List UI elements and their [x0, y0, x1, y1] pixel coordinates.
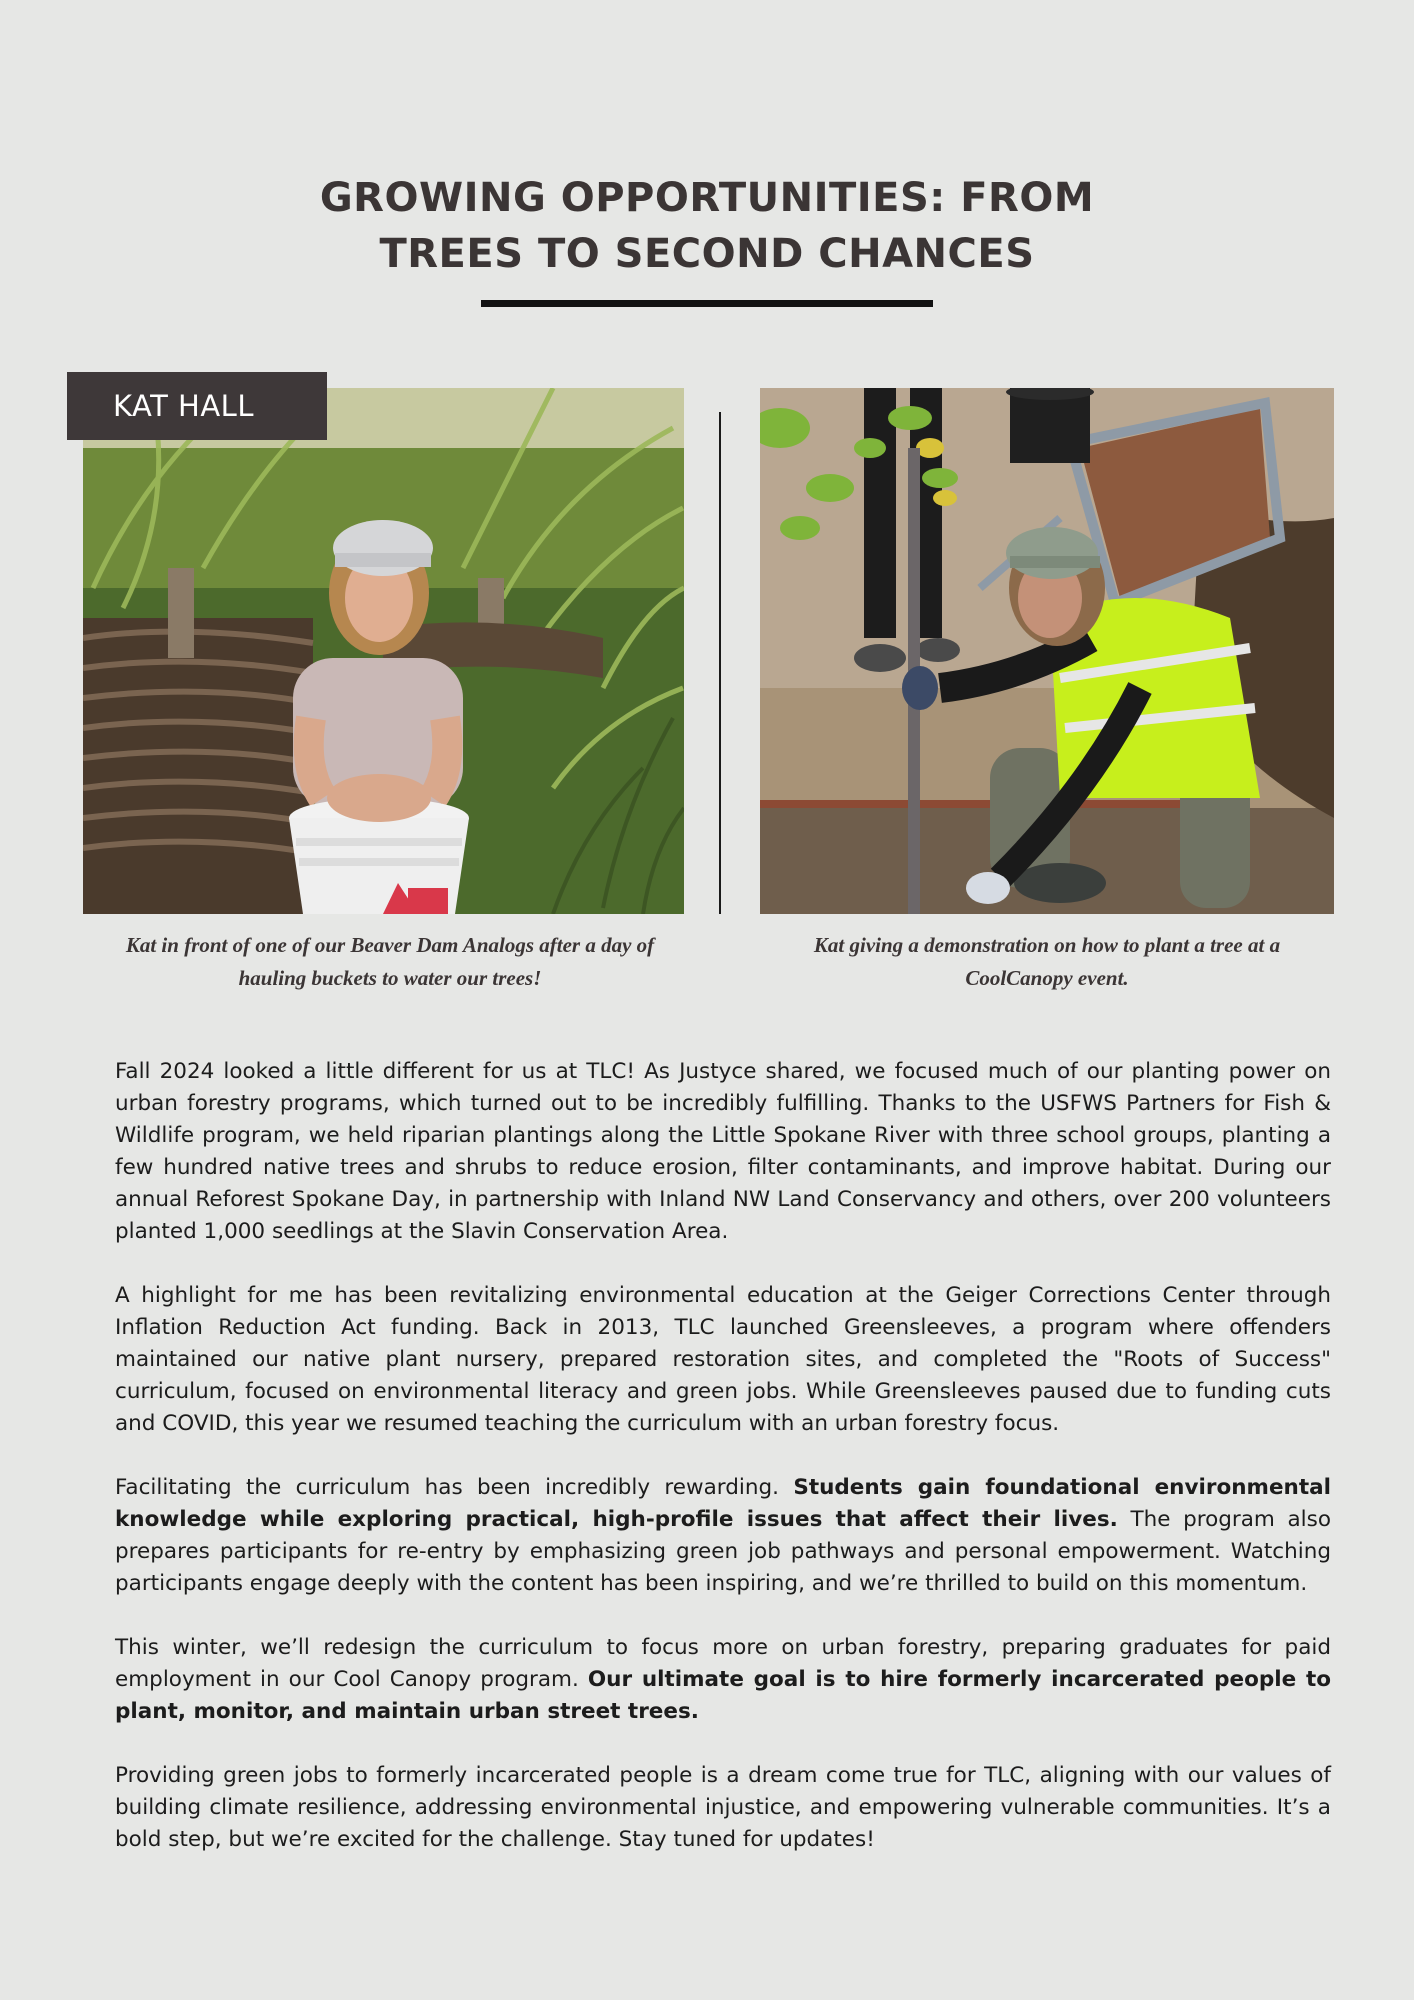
paragraph-2: A highlight for me has been revitalizing environmental education at the Geiger Corrections Center through Inflation Reduction Act funding. Back in 2013, TLC launched Greensleeves, a program where offenders maintained our native plant nursery, prepared restoration sites, and completed the "Roots of Success" curriculum, focused on environmental literacy and green jobs. While Greensleeves paused due to funding cuts and COVID, this year we resumed teaching the curriculum with an urban forestry focus. — [115, 1283, 1331, 1436]
paragraph-4 — [115, 1632, 1331, 1728]
paragraph-4-start: This winter, we’ll redesign the curriculum to focus more on urban forestry, preparing graduates for paid employment in our Cool Canopy program. — [115, 1635, 1331, 1692]
paragraph-5: Providing green jobs to formerly incarcerated people is a dream come true for TLC, aligning with our values of building climate resilience, addressing environmental injustice, and empowering vulnerable communities. It’s a bold step, but we’re excited for the challenge. Stay tuned for updates! — [115, 1763, 1331, 1852]
caption-right: Kat giving a demonstration on how to plant a tree at a CoolCanopy event. — [813, 933, 1281, 990]
photo-kat-beaver-dam — [83, 388, 684, 914]
paragraph-3-end: The program also prepares participants for re-entry by emphasizing green job pathways and personal empowerment. Watching participants engage deeply with the content has been inspiring, and we’re thrilled to build on this momentum. — [115, 1507, 1331, 1596]
paragraph-3 — [115, 1472, 1331, 1600]
photo-divider — [719, 412, 721, 914]
paragraph-3-start: Facilitating the curriculum has been incredibly rewarding. — [115, 1475, 794, 1500]
paragraph-4-highlight: Our ultimate goal is to hire formerly incarcerated people to plant, monitor, and maintain urban street trees. — [115, 1667, 1331, 1724]
title-underline — [481, 300, 933, 307]
article-body — [115, 1056, 1331, 1888]
author-name-tag: KAT HALL — [67, 372, 327, 440]
page-title — [0, 170, 1414, 282]
photo-kat-beaver-dam-image — [83, 388, 684, 914]
page-title-line-1: GROWING OPPORTUNITIES: FROM — [319, 175, 1095, 221]
paragraph-3-highlight: Students gain foundational environmental knowledge while exploring practical, high-profile issues that affect their lives. — [115, 1475, 1331, 1532]
page-title-line-2: TREES TO SECOND CHANCES — [379, 231, 1035, 277]
photo-kat-tree-demo-image — [760, 388, 1334, 914]
caption-left: Kat in front of one of our Beaver Dam Analogs after a day of hauling buckets to water our trees! — [125, 933, 655, 990]
paragraph-1: Fall 2024 looked a little different for us at TLC! As Justyce shared, we focused much of our planting power on urban forestry programs, which turned out to be incredibly fulfilling. Thanks to the USFWS Partners for Fish & Wildlife program, we held riparian plantings along the Little Spokane River with three school groups, planting a few hundred native trees and shrubs to reduce erosion, filter contaminants, and improve habitat. During our annual Reforest Spokane Day, in partnership with Inland NW Land Conservancy and others, over 200 volunteers planted 1,000 seedlings at the Slavin Conservation Area. — [115, 1059, 1331, 1244]
photo-kat-tree-demo — [760, 388, 1334, 914]
